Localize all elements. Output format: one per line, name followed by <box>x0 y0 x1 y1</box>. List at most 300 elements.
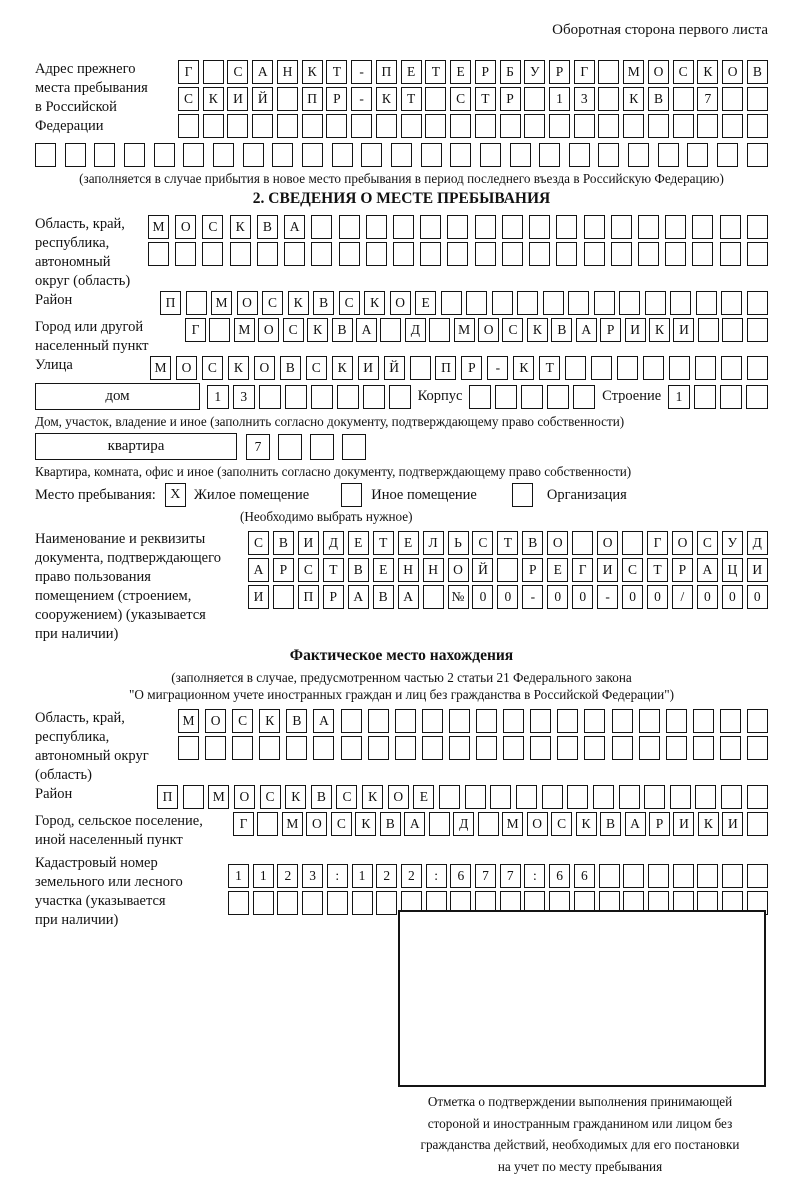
char-cell: А <box>625 812 646 836</box>
option-zhiloe-label: Жилое помещение <box>193 486 310 503</box>
char-cell: М <box>150 356 171 380</box>
char-cell <box>257 242 278 266</box>
stamp-box <box>398 910 766 1087</box>
char-cell <box>205 736 226 760</box>
char-cell: К <box>307 318 328 342</box>
char-cell: П <box>298 585 319 609</box>
char-cell: П <box>376 60 397 84</box>
char-cell <box>497 558 518 582</box>
char-cell <box>673 114 694 138</box>
char-cell <box>284 242 305 266</box>
stroenie-cells <box>668 385 768 409</box>
char-cell: О <box>237 291 258 315</box>
char-cell <box>361 143 382 167</box>
char-cell <box>503 709 524 733</box>
char-cell <box>285 385 307 409</box>
char-cell: А <box>398 585 419 609</box>
fact-oblast-rows <box>178 709 768 785</box>
char-cell: К <box>698 812 719 836</box>
korpus-cells <box>469 385 595 409</box>
char-cell: О <box>254 356 275 380</box>
prev-address-row-3 <box>178 114 768 138</box>
char-cell: 1 <box>207 385 229 409</box>
char-cell: С <box>450 87 471 111</box>
char-cell: Т <box>326 60 347 84</box>
dom-row <box>35 383 768 410</box>
char-cell <box>698 318 719 342</box>
char-cell <box>368 736 389 760</box>
char-cell: В <box>522 531 543 555</box>
char-cell <box>747 143 768 167</box>
oblast-rows <box>148 215 768 291</box>
char-cell: О <box>175 215 196 239</box>
char-cell <box>517 291 538 315</box>
char-cell <box>692 242 713 266</box>
ulitsa-block <box>35 356 768 383</box>
char-cell <box>628 143 649 167</box>
char-cell <box>722 318 743 342</box>
char-cell: 0 <box>472 585 493 609</box>
char-cell <box>342 434 366 460</box>
prev-address-block <box>35 60 768 141</box>
char-cell <box>278 434 302 460</box>
char-cell: Р <box>500 87 521 111</box>
char-cell: 0 <box>697 585 718 609</box>
char-cell: С <box>622 558 643 582</box>
char-cell: Т <box>425 60 446 84</box>
char-cell <box>475 114 496 138</box>
char-cell: К <box>332 356 353 380</box>
char-cell: Ь <box>448 531 469 555</box>
char-cell: 7 <box>697 87 718 111</box>
char-cell <box>277 891 298 915</box>
char-cell <box>395 736 416 760</box>
char-cell: / <box>672 585 693 609</box>
char-cell: М <box>502 812 523 836</box>
kvartira-row <box>35 433 768 460</box>
char-cell <box>648 864 669 888</box>
char-cell: К <box>376 87 397 111</box>
section3-note-line-1: (заполняется в случае, предусмотренном частью 2 статьи 21 Федерального закона <box>171 670 632 685</box>
char-cell: К <box>623 87 644 111</box>
char-cell <box>124 143 145 167</box>
char-cell <box>420 242 441 266</box>
char-cell <box>693 736 714 760</box>
char-cell: О <box>258 318 279 342</box>
option-inoe-label: Иное помещение <box>371 486 477 503</box>
char-cell <box>617 356 638 380</box>
char-cell: Д <box>405 318 426 342</box>
char-cell: : <box>524 864 545 888</box>
kvartira-cells <box>246 434 366 460</box>
char-cell: К <box>259 709 280 733</box>
dom-label-box: дом <box>35 383 200 410</box>
char-cell: А <box>348 585 369 609</box>
char-cell <box>326 114 347 138</box>
char-cell <box>747 291 768 315</box>
char-cell <box>643 356 664 380</box>
checkbox-inoe <box>341 483 362 507</box>
char-cell <box>638 215 659 239</box>
section3-note-line-2: "О миграционном учете иностранных граждан и лиц без гражданства в Российской Федерации") <box>129 687 674 702</box>
char-cell: В <box>747 60 768 84</box>
char-cell <box>447 215 468 239</box>
char-cell <box>277 114 298 138</box>
char-cell <box>722 87 743 111</box>
char-cell: Р <box>649 812 670 836</box>
ulitsa-row <box>150 356 768 380</box>
char-cell: С <box>502 318 523 342</box>
char-cell: Т <box>475 87 496 111</box>
prev-address-label: Адрес прежнего места пребывания в Российской Федерации <box>35 61 148 134</box>
char-cell <box>429 318 450 342</box>
section3-title: Фактическое место нахождения <box>289 647 514 664</box>
oblast-row-2 <box>148 242 768 266</box>
char-cell: У <box>524 60 545 84</box>
char-cell <box>524 114 545 138</box>
char-cell <box>35 143 56 167</box>
char-cell <box>209 318 230 342</box>
char-cell <box>747 114 768 138</box>
char-cell: 7 <box>475 864 496 888</box>
char-cell <box>648 114 669 138</box>
char-cell: М <box>208 785 229 809</box>
raion-row <box>160 291 768 315</box>
char-cell: - <box>351 87 372 111</box>
char-cell <box>695 785 716 809</box>
char-cell: В <box>313 291 334 315</box>
mesto-note: (Необходимо выбрать нужное) <box>240 509 413 524</box>
char-cell <box>425 114 446 138</box>
char-cell <box>252 114 273 138</box>
char-cell <box>666 709 687 733</box>
char-cell: О <box>547 531 568 555</box>
char-cell <box>273 585 294 609</box>
char-cell: 3 <box>233 385 255 409</box>
char-cell: С <box>339 291 360 315</box>
prev-address-rows <box>178 60 768 141</box>
char-cell: С <box>331 812 352 836</box>
char-cell <box>94 143 115 167</box>
char-cell <box>720 242 741 266</box>
fact-gorod-block <box>35 812 768 850</box>
fact-raion-block <box>35 785 768 812</box>
char-cell <box>465 785 486 809</box>
char-cell <box>495 385 517 409</box>
char-cell: Е <box>547 558 568 582</box>
char-cell: И <box>597 558 618 582</box>
char-cell: К <box>285 785 306 809</box>
char-cell: С <box>178 87 199 111</box>
char-cell <box>366 215 387 239</box>
char-cell <box>722 864 743 888</box>
char-cell <box>720 736 741 760</box>
fact-gorod-label: Город, сельское поселение, иной населенный пункт <box>35 813 203 848</box>
char-cell: К <box>576 812 597 836</box>
char-cell: С <box>260 785 281 809</box>
char-cell <box>302 891 323 915</box>
char-cell <box>670 291 691 315</box>
char-cell <box>259 736 280 760</box>
char-cell: М <box>178 709 199 733</box>
char-cell: В <box>273 531 294 555</box>
char-cell <box>341 736 362 760</box>
char-cell <box>639 709 660 733</box>
char-cell: Г <box>572 558 593 582</box>
char-cell <box>178 736 199 760</box>
char-cell: К <box>697 60 718 84</box>
char-cell: О <box>390 291 411 315</box>
char-cell: О <box>648 60 669 84</box>
char-cell: Б <box>500 60 521 84</box>
char-cell: Р <box>461 356 482 380</box>
char-cell <box>567 785 588 809</box>
char-cell <box>557 709 578 733</box>
char-cell: С <box>697 531 718 555</box>
char-cell <box>584 736 605 760</box>
char-cell <box>598 60 619 84</box>
char-cell: А <box>313 709 334 733</box>
char-cell: Т <box>323 558 344 582</box>
char-cell: Г <box>178 60 199 84</box>
char-cell <box>148 242 169 266</box>
char-cell <box>230 242 251 266</box>
char-cell: М <box>454 318 475 342</box>
char-cell: Е <box>373 558 394 582</box>
char-cell <box>721 356 742 380</box>
char-cell: К <box>513 356 534 380</box>
char-cell: 0 <box>647 585 668 609</box>
char-cell <box>476 736 497 760</box>
char-cell: С <box>232 709 253 733</box>
char-cell: Р <box>600 318 621 342</box>
char-cell: И <box>625 318 646 342</box>
char-cell: О <box>234 785 255 809</box>
char-cell: О <box>478 318 499 342</box>
char-cell: Т <box>539 356 560 380</box>
char-cell <box>623 864 644 888</box>
char-cell <box>339 242 360 266</box>
char-cell <box>363 385 385 409</box>
char-cell <box>612 709 633 733</box>
char-cell: А <box>248 558 269 582</box>
char-cell: 2 <box>277 864 298 888</box>
char-cell: Е <box>401 60 422 84</box>
dom-note: Дом, участок, владение и иное (заполнить согласно документу, подтверждающему право собственности) <box>35 414 625 429</box>
char-cell <box>503 736 524 760</box>
char-cell: П <box>157 785 178 809</box>
char-cell <box>286 736 307 760</box>
char-cell <box>410 356 431 380</box>
char-cell: В <box>280 356 301 380</box>
char-cell <box>395 709 416 733</box>
prev-address-row-4 <box>35 143 768 167</box>
checkbox-organizatsiya <box>512 483 533 507</box>
document-rows <box>248 530 768 644</box>
char-cell <box>599 864 620 888</box>
char-cell: 0 <box>497 585 518 609</box>
char-cell: : <box>327 864 348 888</box>
char-cell <box>666 736 687 760</box>
char-cell <box>227 114 248 138</box>
char-cell: М <box>282 812 303 836</box>
char-cell: К <box>527 318 548 342</box>
char-cell <box>439 785 460 809</box>
char-cell <box>697 114 718 138</box>
char-cell: П <box>160 291 181 315</box>
char-cell: 3 <box>574 87 595 111</box>
page-side-note: Оборотная сторона первого листа <box>552 22 768 38</box>
char-cell: О <box>176 356 197 380</box>
char-cell <box>673 87 694 111</box>
char-cell <box>502 242 523 266</box>
char-cell: 6 <box>574 864 595 888</box>
char-cell: С <box>202 356 223 380</box>
char-cell <box>203 60 224 84</box>
char-cell <box>202 242 223 266</box>
char-cell: К <box>288 291 309 315</box>
char-cell <box>644 785 665 809</box>
char-cell: К <box>362 785 383 809</box>
char-cell: К <box>228 356 249 380</box>
char-cell: 7 <box>500 864 521 888</box>
char-cell <box>717 143 738 167</box>
char-cell <box>611 215 632 239</box>
char-cell <box>720 385 742 409</box>
char-cell: В <box>332 318 353 342</box>
char-cell <box>510 143 531 167</box>
char-cell: 0 <box>722 585 743 609</box>
checkbox-zhiloe: X <box>165 483 186 507</box>
char-cell <box>747 709 768 733</box>
char-cell: 6 <box>450 864 471 888</box>
oblast-block <box>35 215 768 291</box>
char-cell <box>376 114 397 138</box>
char-cell: Й <box>384 356 405 380</box>
char-cell <box>228 891 249 915</box>
char-cell: Г <box>233 812 254 836</box>
char-cell: - <box>351 60 372 84</box>
char-cell <box>429 812 450 836</box>
char-cell <box>337 385 359 409</box>
char-cell <box>747 864 768 888</box>
char-cell: И <box>298 531 319 555</box>
char-cell: К <box>302 60 323 84</box>
char-cell <box>638 242 659 266</box>
char-cell: Е <box>398 531 419 555</box>
char-cell <box>401 114 422 138</box>
char-cell: О <box>597 531 618 555</box>
char-cell: 7 <box>246 434 270 460</box>
char-cell: А <box>252 60 273 84</box>
char-cell <box>696 291 717 315</box>
char-cell <box>747 812 768 836</box>
char-cell: К <box>355 812 376 836</box>
char-cell <box>183 143 204 167</box>
char-cell <box>539 143 560 167</box>
char-cell <box>253 891 274 915</box>
char-cell: Р <box>323 585 344 609</box>
char-cell <box>423 585 444 609</box>
char-cell: Р <box>672 558 693 582</box>
mesto-prebyvaniya-row <box>35 483 768 507</box>
char-cell: № <box>448 585 469 609</box>
char-cell: С <box>551 812 572 836</box>
char-cell <box>687 143 708 167</box>
char-cell: Й <box>472 558 493 582</box>
char-cell <box>572 531 593 555</box>
char-cell: С <box>262 291 283 315</box>
char-cell: Г <box>647 531 668 555</box>
char-cell: 2 <box>376 864 397 888</box>
char-cell <box>476 709 497 733</box>
char-cell <box>529 242 550 266</box>
char-cell: - <box>487 356 508 380</box>
char-cell <box>619 291 640 315</box>
char-cell: О <box>448 558 469 582</box>
char-cell: Т <box>373 531 394 555</box>
char-cell: С <box>248 531 269 555</box>
fact-raion-label: Район <box>35 786 73 802</box>
char-cell <box>422 709 443 733</box>
char-cell <box>612 736 633 760</box>
char-cell <box>747 785 768 809</box>
char-cell: 0 <box>547 585 568 609</box>
char-cell: И <box>747 558 768 582</box>
char-cell <box>549 114 570 138</box>
char-cell: Е <box>450 60 471 84</box>
char-cell <box>673 864 694 888</box>
char-cell: В <box>551 318 572 342</box>
char-cell <box>692 215 713 239</box>
char-cell: С <box>306 356 327 380</box>
char-cell <box>521 385 543 409</box>
char-cell: К <box>364 291 385 315</box>
char-cell <box>746 385 768 409</box>
char-cell <box>366 242 387 266</box>
char-cell <box>391 143 412 167</box>
char-cell <box>670 785 691 809</box>
char-cell: Л <box>423 531 444 555</box>
char-cell <box>310 434 334 460</box>
char-cell <box>393 242 414 266</box>
char-cell: А <box>697 558 718 582</box>
char-cell: В <box>600 812 621 836</box>
char-cell <box>449 709 470 733</box>
char-cell: В <box>373 585 394 609</box>
char-cell <box>584 215 605 239</box>
char-cell <box>302 143 323 167</box>
option-organizatsiya-label: Организация <box>546 486 627 503</box>
char-cell <box>65 143 86 167</box>
char-cell <box>529 215 550 239</box>
char-cell <box>203 114 224 138</box>
char-cell: : <box>426 864 447 888</box>
char-cell <box>376 891 397 915</box>
char-cell <box>697 864 718 888</box>
char-cell <box>475 242 496 266</box>
char-cell: Д <box>323 531 344 555</box>
char-cell: 0 <box>747 585 768 609</box>
char-cell <box>530 736 551 760</box>
raion-block <box>35 291 768 318</box>
char-cell <box>492 291 513 315</box>
char-cell: В <box>257 215 278 239</box>
char-cell: С <box>673 60 694 84</box>
gorod-row <box>185 318 768 353</box>
char-cell <box>332 143 353 167</box>
char-cell <box>569 143 590 167</box>
